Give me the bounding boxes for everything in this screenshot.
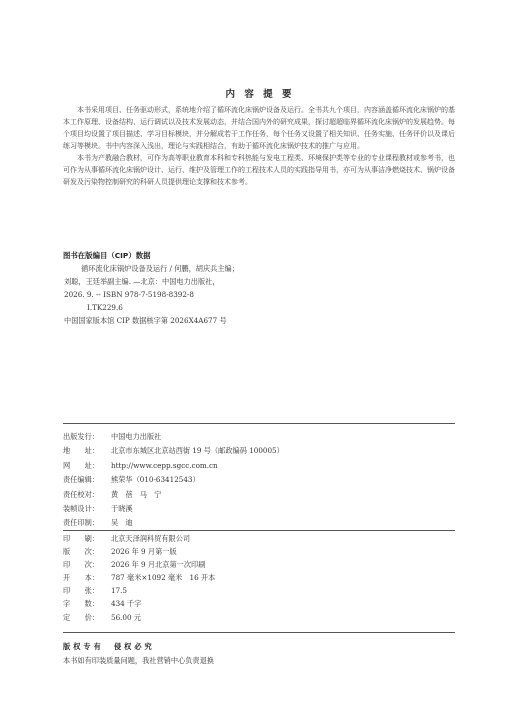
printer-row (63, 532, 215, 545)
designer-value: 于晓溪 (111, 504, 133, 514)
summary-paragraph-2: 本书为产教融合教材，可作为高等职业教育本科和专科热能与发电工程类、环境保护类等专业的专业课程教材或参考书，也可作为从事循环流化床锅炉设计、运行、维护及管理工作的工程技术人员的实践指导用书，亦可为从事洁净燃烧技术、锅炉设备研发及污染物控制研究的科研人员提供理论支撑和技术参考。 (63, 154, 455, 186)
cip-heading: 图书在版编目（CIP）数据 (63, 251, 151, 260)
copyright-note: 本书如有印装质量问题，我社营销中心负责退换 (63, 656, 214, 665)
website-link[interactable]: http://www.cepp.sgcc.com.cn (111, 460, 218, 470)
format-value: 787 毫米×1092 毫米 16 开本 (111, 573, 216, 583)
cip-block (63, 249, 463, 327)
field-label: 印 次： (63, 560, 99, 570)
copyright-block (63, 640, 214, 668)
print-supervisor-row (63, 516, 284, 530)
print-supervisor-value: 吴 迪 (111, 518, 133, 528)
cip-line-4: Ⅰ.TK229.6 (87, 303, 123, 312)
summary-paragraph-1: 本书采用项目、任务驱动形式，系统地介绍了循环流化床锅炉设备及运行。全书共九个项目，内容涵盖循环流化床锅炉的基本工作原理、设备结构、运行调试以及技术发展动态，并结合国内外的研究成果，探讨超超临界循环流化床锅炉的发展趋势。每个项目均设置了项目描述、学习目标模块，并分解成若干工作任务，每个任务又设置了相关知识、任务实施、任务评价以及课后练习等模块。书中内容深入浅出，理论与实践相结合，有助于循环流化床锅炉技术的推广与应用。 (63, 106, 455, 150)
impression-value: 2026 年 9 月北京第一次印刷 (111, 560, 206, 570)
publisher-info (63, 430, 284, 531)
proofreader-row (63, 488, 284, 502)
website-row (63, 459, 284, 473)
field-label: 地 址： (63, 446, 99, 456)
field-label: 责任校对： (63, 489, 99, 499)
field-label: 责任编辑： (63, 475, 99, 485)
proofreader-value: 黄 蓓 马 宁 (111, 489, 162, 499)
address-row (63, 444, 284, 458)
field-label: 装帧设计： (63, 504, 99, 514)
format-row (63, 571, 215, 584)
editor-row (63, 473, 284, 487)
publisher-row (63, 430, 284, 444)
designer-row (63, 502, 284, 516)
cip-line-2: 刘聪，王廷举副主编. —北京：中国电力出版社， (64, 277, 220, 286)
field-label: 字 数： (63, 599, 99, 609)
field-label: 版 次： (63, 547, 99, 557)
price-value: 56.00 元 (111, 612, 142, 622)
field-label: 印 刷： (63, 534, 99, 543)
divider-top (63, 423, 455, 424)
divider-bottom (63, 632, 455, 633)
edition-row (63, 545, 215, 558)
publisher-name: 中国电力出版社 (111, 432, 162, 441)
impression-row (63, 558, 215, 571)
field-label: 责任印制： (63, 518, 99, 528)
field-label: 定 价： (63, 612, 99, 622)
word-count-row (63, 597, 215, 610)
sheets-value: 17.5 (111, 586, 128, 596)
field-label: 出版发行： (63, 432, 99, 441)
summary-body (63, 104, 455, 188)
cip-line-3: 2026. 9. -- ISBN 978-7-5198-8392-8 (64, 290, 194, 299)
printer-value: 北京天泽润科贸有限公司 (111, 534, 191, 543)
sheets-row (63, 584, 215, 597)
price-row (63, 611, 215, 624)
divider-middle (63, 530, 455, 531)
summary-title: 内 容 提 要 (225, 89, 295, 100)
word-count-value: 434 千字 (111, 599, 142, 609)
field-label: 网 址： (63, 460, 99, 470)
address-value: 北京市东城区北京站西街 19 号（邮政编码 100005） (111, 446, 284, 456)
edition-value: 2026 年 9 月第一版 (111, 547, 177, 557)
cip-line-5: 中国国家版本馆 CIP 数据核字第 2026X4A677 号 (64, 316, 227, 325)
field-label: 开 本： (63, 573, 99, 583)
field-label: 印 张： (63, 586, 99, 596)
editor-value: 熊荣华（010-63412543） (111, 475, 200, 485)
cip-line-1: 循环流化床锅炉设备及运行 / 何鹏，胡庆兵主编； (81, 264, 239, 273)
copyright-heading: 版权专有 侵权必究 (63, 642, 155, 651)
printing-info (63, 532, 215, 624)
